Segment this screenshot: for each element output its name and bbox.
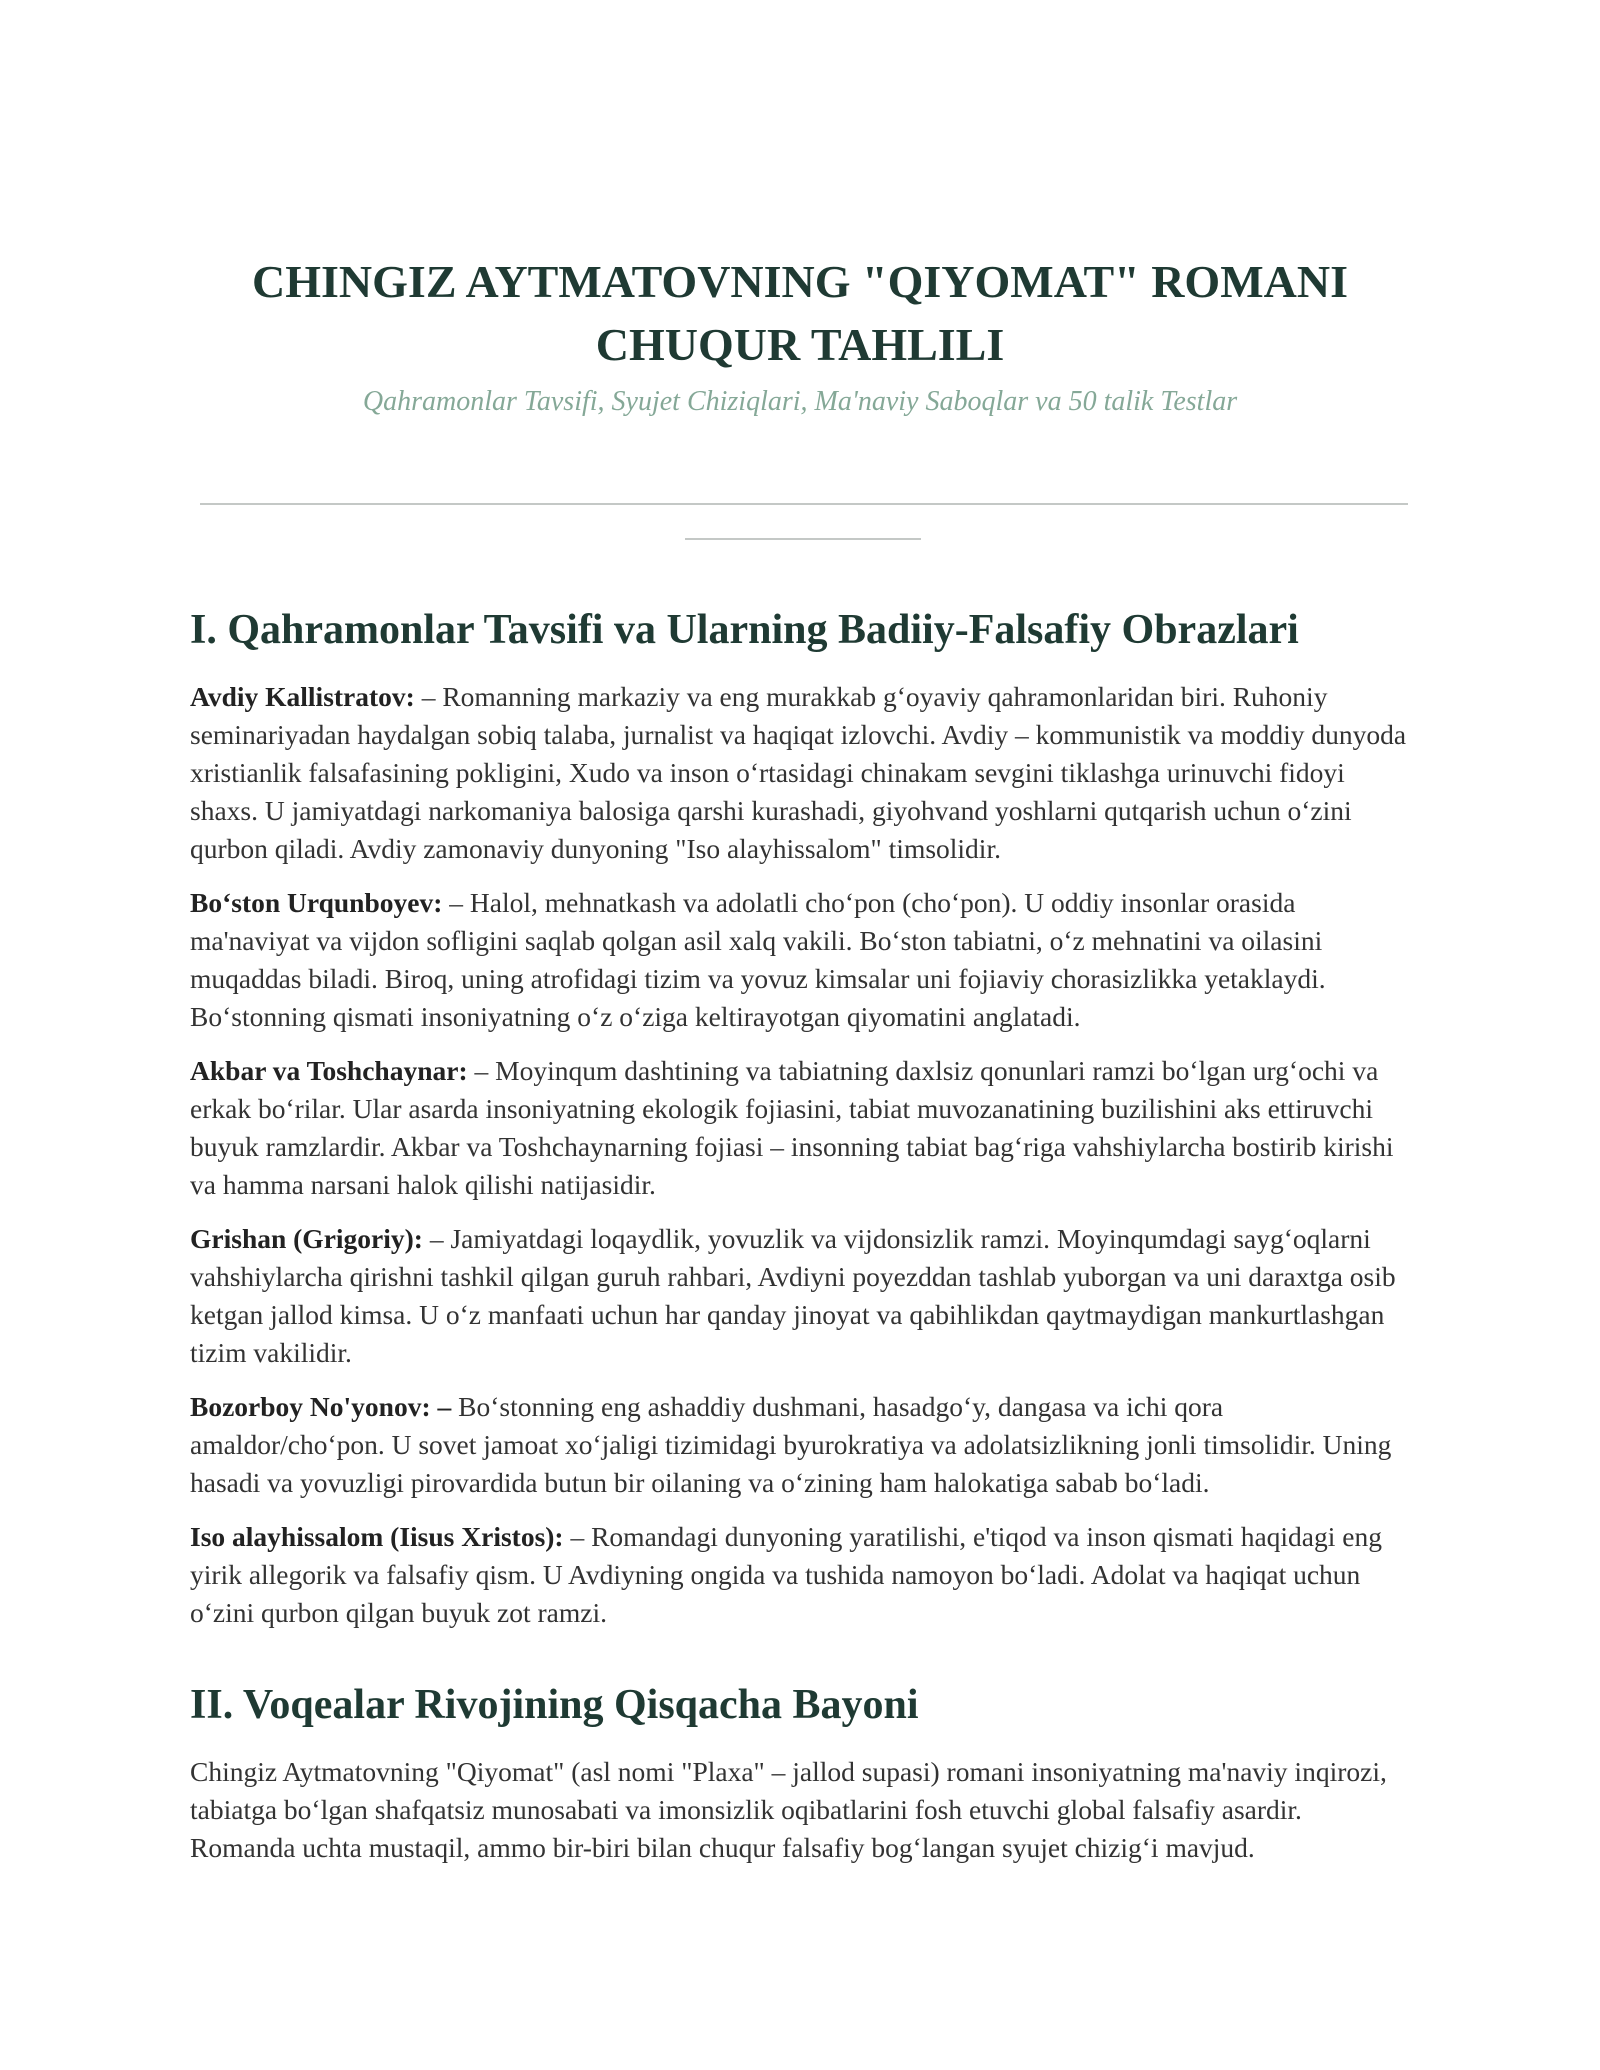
character-description: – Romanning markaziy va eng murakkab g‘oyaviy qahramonlaridan biri. Ruhoniy seminariyadan haydalgan sobiq talaba, jurnalist va haqiqat izlovchi. Avdiy – kommunistik va moddiy dunyoda xristianlik falsafasining pokligini, Xudo va inson o‘rtasidagi chinakam sevgini tiklashga urinuvchi fidoyi shaxs. U jamiyatdagi narkomaniya balosiga qarshi kurashadi, giyohvand yoshlarni qutqarish uchun o‘zini qurbon qiladi. Avdiy zamonaviy dunyoning "Iso alayhissalom" timsolidir. bbox=[190, 681, 1407, 864]
character-entry bbox=[190, 1518, 1410, 1632]
character-description: – Romandagi dunyoning yaratilishi, e'tiqod va inson qismati haqidagi eng yirik allegorik va falsafiy qism. U Avdiyning ongida va tushida namoyon bo‘ladi. Adolat va haqiqat uchun o‘zini qurbon qilgan buyuk zot ramzi. bbox=[190, 1521, 1382, 1628]
section-plot-summary-body bbox=[190, 1753, 1410, 1883]
character-entry bbox=[190, 1052, 1410, 1204]
character-entry bbox=[190, 1220, 1410, 1372]
character-name: Grishan (Grigoriy): bbox=[190, 1223, 423, 1254]
character-name: Iso alayhissalom (Iisus Xristos): bbox=[190, 1521, 564, 1552]
character-name: Avdiy Kallistratov: bbox=[190, 681, 415, 712]
document-title: CHINGIZ AYTMATOVNING "QIYOMAT" ROMANI CHUQUR TAHLILI bbox=[252, 256, 1348, 370]
divider-long bbox=[200, 503, 1408, 505]
section-heading-characters: I. Qahramonlar Tavsifi va Ularning Badiiy-Falsafiy Obrazlari bbox=[190, 607, 1299, 653]
character-entry bbox=[190, 884, 1410, 1036]
character-description: – Jamiyatdagi loqaydlik, yovuzlik va vijdonsizlik ramzi. Moyinqumdagi sayg‘oqlarni vahshiylarcha qirishni tashkil qilgan guruh rahbari, Avdiyni poyezddan tashlab yuborgan va uni daraxtga osib ketgan jallod kimsa. U o‘z manfaati uchun har qanday jinoyat va qabihlikdan qaytmaydigan mankurtlashgan tizim vakilidir. bbox=[190, 1223, 1396, 1368]
character-name: Bozorboy No'yonov: – bbox=[190, 1391, 452, 1422]
character-entry bbox=[190, 678, 1410, 868]
character-description: Bo‘stonning eng ashaddiy dushmani, hasadgo‘y, dangasa va ichi qora amaldor/cho‘pon. U sovet jamoat xo‘jaligi tizimidagi byurokratiya va adolatsizlikning jonli timsolidir. Uning hasadi va yovuzligi pirovardida butun bir oilaning va o‘zining ham halokatiga sabab bo‘ladi. bbox=[190, 1391, 1392, 1498]
divider-short bbox=[685, 538, 921, 540]
summary-paragraph: Chingiz Aytmatovning "Qiyomat" (asl nomi "Plaxa" – jallod supasi) romani insoniyatning ma'naviy inqirozi, tabiatga bo‘lgan shafqatsiz munosabati va imonsizlik oqibatlarini fosh etuvchi global falsafiy asardir. Romanda uchta mustaqil, ammo bir-biri bilan chuqur falsafiy bog‘langan syujet chizig‘i mavjud. bbox=[190, 1756, 1387, 1863]
section-heading-plot-summary: II. Voqealar Rivojining Qisqacha Bayoni bbox=[190, 1682, 919, 1728]
character-name: Akbar va Toshchaynar: bbox=[190, 1055, 468, 1086]
character-description: – Halol, mehnatkash va adolatli cho‘pon (cho‘pon). U oddiy insonlar orasida ma'naviyat va vijdon sofligini saqlab qolgan asil xalq vakili. Bo‘ston tabiatni, o‘z mehnatini va oilasini muqaddas biladi. Biroq, uning atrofidagi tizim va yovuz kimsalar uni fojiaviy chorasizlikka yetaklaydi. Bo‘stonning qismati insoniyatning o‘z o‘ziga keltirayotgan qiyomatini anglatadi. bbox=[190, 887, 1326, 1032]
character-name: Bo‘ston Urqunboyev: bbox=[190, 887, 443, 918]
character-entry bbox=[190, 1388, 1410, 1502]
section-characters-body bbox=[190, 678, 1410, 1648]
character-description: – Moyinqum dashtining va tabiatning daxlsiz qonunlari ramzi bo‘lgan urg‘ochi va erkak bo‘rilar. Ular asarda insoniyatning ekologik fojiasini, tabiat muvozanatining buzilishini aks ettiruvchi buyuk ramzlardir. Akbar va Toshchaynarning fojiasi – insonning tabiat bag‘riga vahshiylarcha bostirib kirishi va hamma narsani halok qilishi natijasidir. bbox=[190, 1055, 1394, 1200]
document-subtitle: Qahramonlar Tavsifi, Syujet Chiziqlari, Ma'naviy Saboqlar va 50 talik Testlar bbox=[362, 386, 1238, 417]
